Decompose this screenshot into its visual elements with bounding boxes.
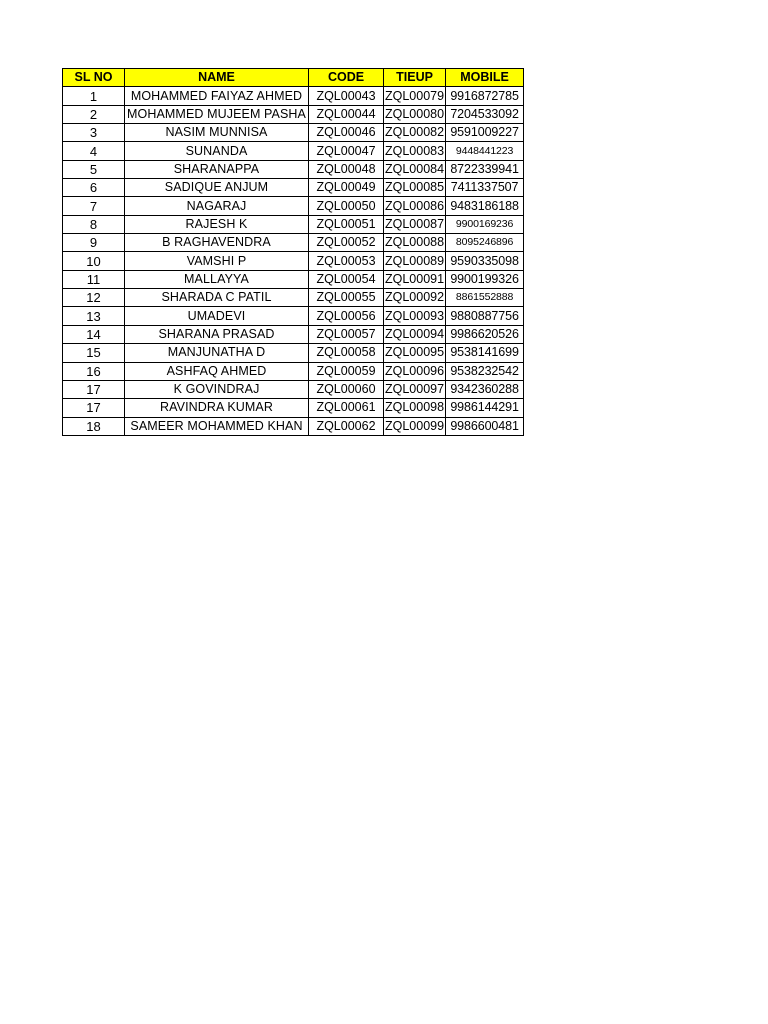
cell-code: ZQL00054 <box>309 270 384 288</box>
cell-mobile: 8722339941 <box>446 160 524 178</box>
cell-code: ZQL00055 <box>309 289 384 307</box>
cell-mobile: 8095246896 <box>446 234 524 252</box>
cell-tieup: ZQL00096 <box>384 362 446 380</box>
cell-name: VAMSHI P <box>125 252 309 270</box>
cell-sl-no: 2 <box>63 105 125 123</box>
table-row <box>63 234 524 252</box>
cell-tieup: ZQL00092 <box>384 289 446 307</box>
cell-sl-no: 18 <box>63 417 125 435</box>
cell-tieup: ZQL00088 <box>384 234 446 252</box>
cell-name: ASHFAQ AHMED <box>125 362 309 380</box>
cell-tieup: ZQL00080 <box>384 105 446 123</box>
cell-mobile: 8861552888 <box>446 289 524 307</box>
cell-tieup: ZQL00083 <box>384 142 446 160</box>
cell-code: ZQL00060 <box>309 380 384 398</box>
cell-name: RAVINDRA KUMAR <box>125 399 309 417</box>
table-row <box>63 289 524 307</box>
cell-name: NASIM MUNNISA <box>125 124 309 142</box>
cell-sl-no: 13 <box>63 307 125 325</box>
cell-code: ZQL00043 <box>309 87 384 105</box>
cell-sl-no: 15 <box>63 344 125 362</box>
table-row <box>63 380 524 398</box>
header-tieup: TIEUP <box>384 69 446 87</box>
cell-code: ZQL00048 <box>309 160 384 178</box>
cell-mobile: 9591009227 <box>446 124 524 142</box>
cell-name: SHARANA PRASAD <box>125 325 309 343</box>
table-row <box>63 197 524 215</box>
cell-tieup: ZQL00085 <box>384 179 446 197</box>
cell-tieup: ZQL00097 <box>384 380 446 398</box>
cell-mobile: 9448441223 <box>446 142 524 160</box>
table-row <box>63 105 524 123</box>
cell-name: MOHAMMED FAIYAZ AHMED <box>125 87 309 105</box>
cell-code: ZQL00053 <box>309 252 384 270</box>
table-row <box>63 417 524 435</box>
cell-code: ZQL00050 <box>309 197 384 215</box>
cell-name: UMADEVI <box>125 307 309 325</box>
cell-code: ZQL00044 <box>309 105 384 123</box>
cell-sl-no: 11 <box>63 270 125 288</box>
cell-sl-no: 12 <box>63 289 125 307</box>
cell-mobile: 9986144291 <box>446 399 524 417</box>
cell-code: ZQL00057 <box>309 325 384 343</box>
header-mobile: MOBILE <box>446 69 524 87</box>
cell-mobile: 7204533092 <box>446 105 524 123</box>
cell-name: B RAGHAVENDRA <box>125 234 309 252</box>
cell-tieup: ZQL00086 <box>384 197 446 215</box>
cell-tieup: ZQL00082 <box>384 124 446 142</box>
table-row <box>63 270 524 288</box>
table-body <box>63 87 524 436</box>
cell-code: ZQL00047 <box>309 142 384 160</box>
header-name: NAME <box>125 69 309 87</box>
cell-mobile: 9880887756 <box>446 307 524 325</box>
cell-sl-no: 4 <box>63 142 125 160</box>
cell-sl-no: 1 <box>63 87 125 105</box>
cell-tieup: ZQL00079 <box>384 87 446 105</box>
cell-tieup: ZQL00091 <box>384 270 446 288</box>
cell-sl-no: 5 <box>63 160 125 178</box>
cell-sl-no: 17 <box>63 380 125 398</box>
cell-name: SAMEER MOHAMMED KHAN <box>125 417 309 435</box>
cell-tieup: ZQL00084 <box>384 160 446 178</box>
table-row <box>63 215 524 233</box>
cell-mobile: 9986620526 <box>446 325 524 343</box>
cell-name: MANJUNATHA D <box>125 344 309 362</box>
cell-name: NAGARAJ <box>125 197 309 215</box>
cell-name: SUNANDA <box>125 142 309 160</box>
cell-tieup: ZQL00087 <box>384 215 446 233</box>
cell-sl-no: 14 <box>63 325 125 343</box>
table-row <box>63 252 524 270</box>
cell-tieup: ZQL00093 <box>384 307 446 325</box>
cell-code: ZQL00051 <box>309 215 384 233</box>
cell-code: ZQL00062 <box>309 417 384 435</box>
header-sl-no: SL NO <box>63 69 125 87</box>
table-row <box>63 399 524 417</box>
cell-tieup: ZQL00099 <box>384 417 446 435</box>
cell-mobile: 9986600481 <box>446 417 524 435</box>
table-row <box>63 179 524 197</box>
cell-sl-no: 9 <box>63 234 125 252</box>
cell-name: K GOVINDRAJ <box>125 380 309 398</box>
cell-code: ZQL00056 <box>309 307 384 325</box>
cell-name: SHARADA C PATIL <box>125 289 309 307</box>
table-row <box>63 344 524 362</box>
cell-tieup: ZQL00095 <box>384 344 446 362</box>
cell-mobile: 9342360288 <box>446 380 524 398</box>
cell-tieup: ZQL00098 <box>384 399 446 417</box>
cell-sl-no: 16 <box>63 362 125 380</box>
cell-sl-no: 3 <box>63 124 125 142</box>
cell-name: RAJESH K <box>125 215 309 233</box>
cell-code: ZQL00058 <box>309 344 384 362</box>
cell-tieup: ZQL00089 <box>384 252 446 270</box>
cell-mobile: 9538232542 <box>446 362 524 380</box>
table-row <box>63 142 524 160</box>
cell-sl-no: 7 <box>63 197 125 215</box>
cell-name: SHARANAPPA <box>125 160 309 178</box>
table-row <box>63 362 524 380</box>
cell-mobile: 9590335098 <box>446 252 524 270</box>
cell-name: MOHAMMED MUJEEM PASHA <box>125 105 309 123</box>
header-code: CODE <box>309 69 384 87</box>
cell-code: ZQL00052 <box>309 234 384 252</box>
table-row <box>63 160 524 178</box>
table-row <box>63 87 524 105</box>
cell-mobile: 9916872785 <box>446 87 524 105</box>
header-row <box>63 69 524 87</box>
cell-mobile: 9900169236 <box>446 215 524 233</box>
table-row <box>63 325 524 343</box>
cell-code: ZQL00059 <box>309 362 384 380</box>
table-row <box>63 307 524 325</box>
data-table <box>62 68 524 436</box>
cell-tieup: ZQL00094 <box>384 325 446 343</box>
cell-mobile: 9483186188 <box>446 197 524 215</box>
table-row <box>63 124 524 142</box>
cell-code: ZQL00046 <box>309 124 384 142</box>
cell-mobile: 7411337507 <box>446 179 524 197</box>
cell-mobile: 9900199326 <box>446 270 524 288</box>
cell-sl-no: 6 <box>63 179 125 197</box>
cell-name: MALLAYYA <box>125 270 309 288</box>
cell-code: ZQL00049 <box>309 179 384 197</box>
cell-mobile: 9538141699 <box>446 344 524 362</box>
cell-sl-no: 10 <box>63 252 125 270</box>
cell-sl-no: 8 <box>63 215 125 233</box>
cell-sl-no: 17 <box>63 399 125 417</box>
cell-code: ZQL00061 <box>309 399 384 417</box>
cell-name: SADIQUE ANJUM <box>125 179 309 197</box>
